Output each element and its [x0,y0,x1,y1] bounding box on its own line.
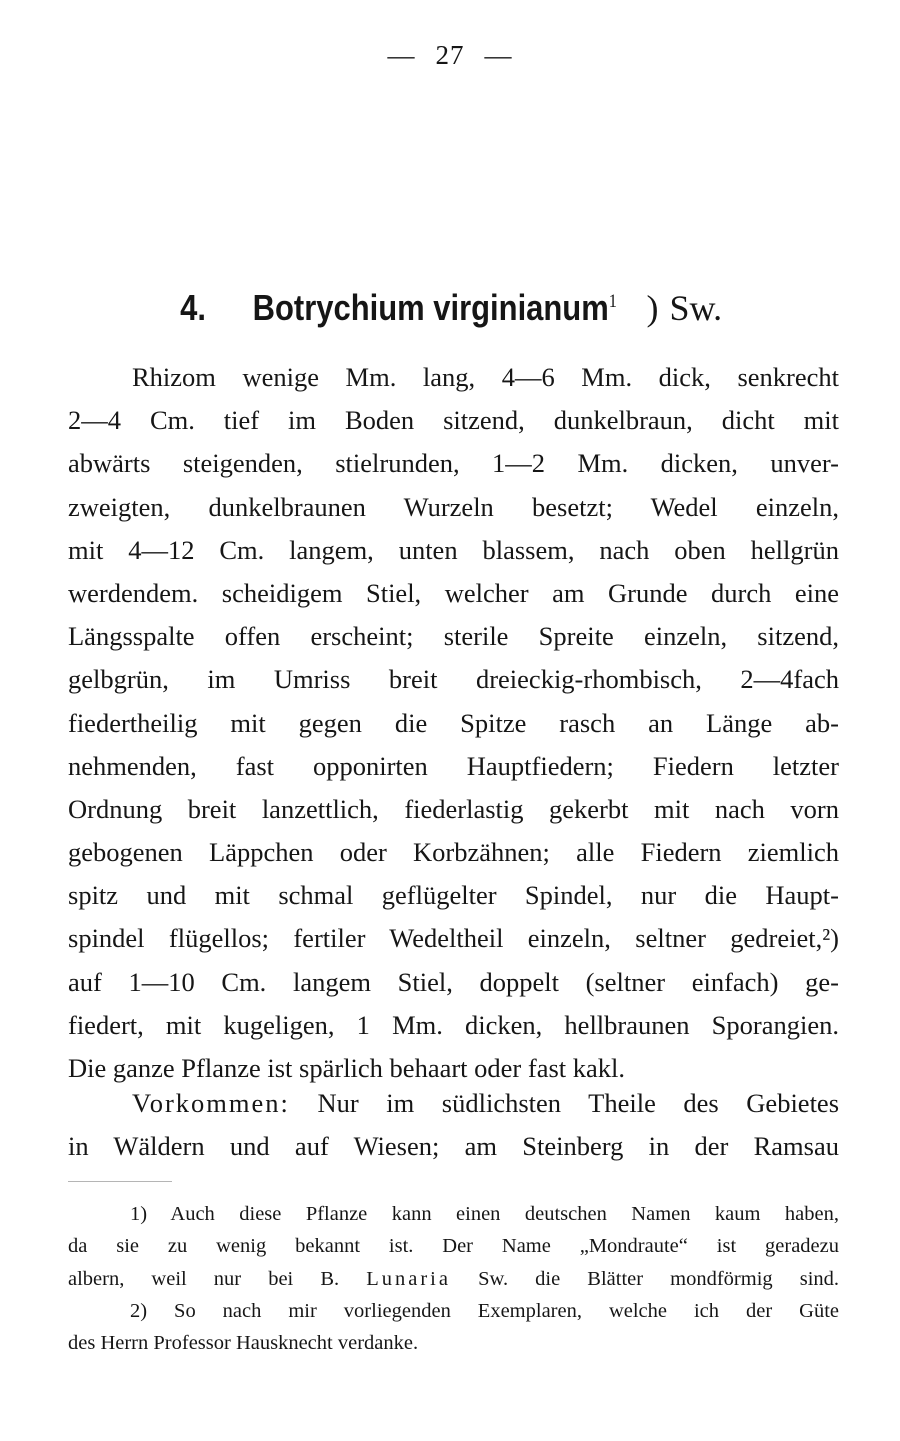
description-line: auf 1—10 Cm. langem Stiel, doppelt (seltner einfach) ge- [68,966,839,997]
footnote-line: da sie zu wenig bekannt ist. Der Name „Mondraute“ ist geradezu [68,1235,839,1258]
description-line: 2—4 Cm. tief im Boden sitzend, dunkelbraun, dicht mit [68,405,839,436]
occurrence-line [68,1082,839,1125]
species-name-text: Botrychium virginianum [252,287,609,328]
description-line: fiedert, mit kugeligen, 1 Mm. dicken, hellbraunen Sporangien. [68,1009,839,1040]
description-line: Rhizom wenige Mm. lang, 4—6 Mm. dick, senkrecht [132,362,839,392]
footnote-ref: 1 [608,291,617,312]
footnote-line: 2) So nach mir vorliegenden Exemplaren, welche ich der Güte [130,1299,839,1322]
description-line: Längsspalte offen erscheint; sterile Spreite einzeln, sitzend, [68,621,839,652]
footnote-text: albern, weil nur bei B. [68,1267,340,1290]
description-line: zweigten, dunkelbraunen Wurzeln besetzt; Wedel einzeln, [68,491,839,522]
page-number-dash-right: — [484,40,513,70]
description-line: werdendem. scheidigem Stiel, welcher am Grunde durch eine [68,577,839,608]
description-line: spindel flügellos; fertiler Wedeltheil einzeln, seltner gedreiet,²) [68,923,839,954]
description-line: abwärts steigenden, stielrunden, 1—2 Mm. dicken, unver- [68,448,839,479]
footnote-species-name: Lunaria [366,1267,451,1290]
description-paragraph [68,356,839,1090]
species-author: Sw. [669,288,723,328]
page-number-dash-left: — [387,40,416,70]
description-line: fiedertheilig mit gegen die Spitze rasch an Länge ab- [68,707,839,738]
description-line: Die ganze Pflanze ist spärlich behaart oder fast kakl. [68,1053,626,1083]
footnote-ref-paren: ) [646,288,659,328]
footnotes [68,1198,839,1359]
occurrence-text: Nur im südlichsten Theile des Gebietes [317,1088,840,1118]
species-heading [0,280,900,330]
species-number: 4. [179,287,206,328]
description-line: Ordnung breit lanzettlich, fiederlastig gekerbt mit nach vorn [68,793,839,824]
occurrence-label: Vorkommen: [132,1088,290,1118]
page-number-header [0,40,900,71]
footnote-text: Sw. die Blätter mondförmig sind. [478,1267,840,1290]
footnote-line [68,1263,839,1295]
description-line: gelbgrün, im Umriss breit dreieckig-rhombisch, 2—4fach [68,664,839,695]
occurrence-paragraph [68,1082,839,1168]
footnote-divider [68,1181,172,1182]
description-line: gebogenen Läppchen oder Korbzähnen; alle Fiedern ziemlich [68,837,839,868]
description-line: mit 4—12 Cm. langem, unten blassem, nach oben hellgrün [68,534,839,565]
species-name [253,280,617,330]
footnote-line: des Herrn Professor Hausknecht verdanke. [68,1332,419,1355]
description-line: nehmenden, fast opponirten Hauptfiedern; Fiedern letzter [68,750,839,781]
page-number: 27 [435,40,465,70]
description-line: spitz und mit schmal geflügelter Spindel, nur die Haupt- [68,880,839,911]
footnote-line: 1) Auch diese Pflanze kann einen deutschen Namen kaum haben, [130,1203,839,1225]
occurrence-line: in Wäldern und auf Wiesen; am Steinberg in der Ramsau [68,1131,839,1162]
